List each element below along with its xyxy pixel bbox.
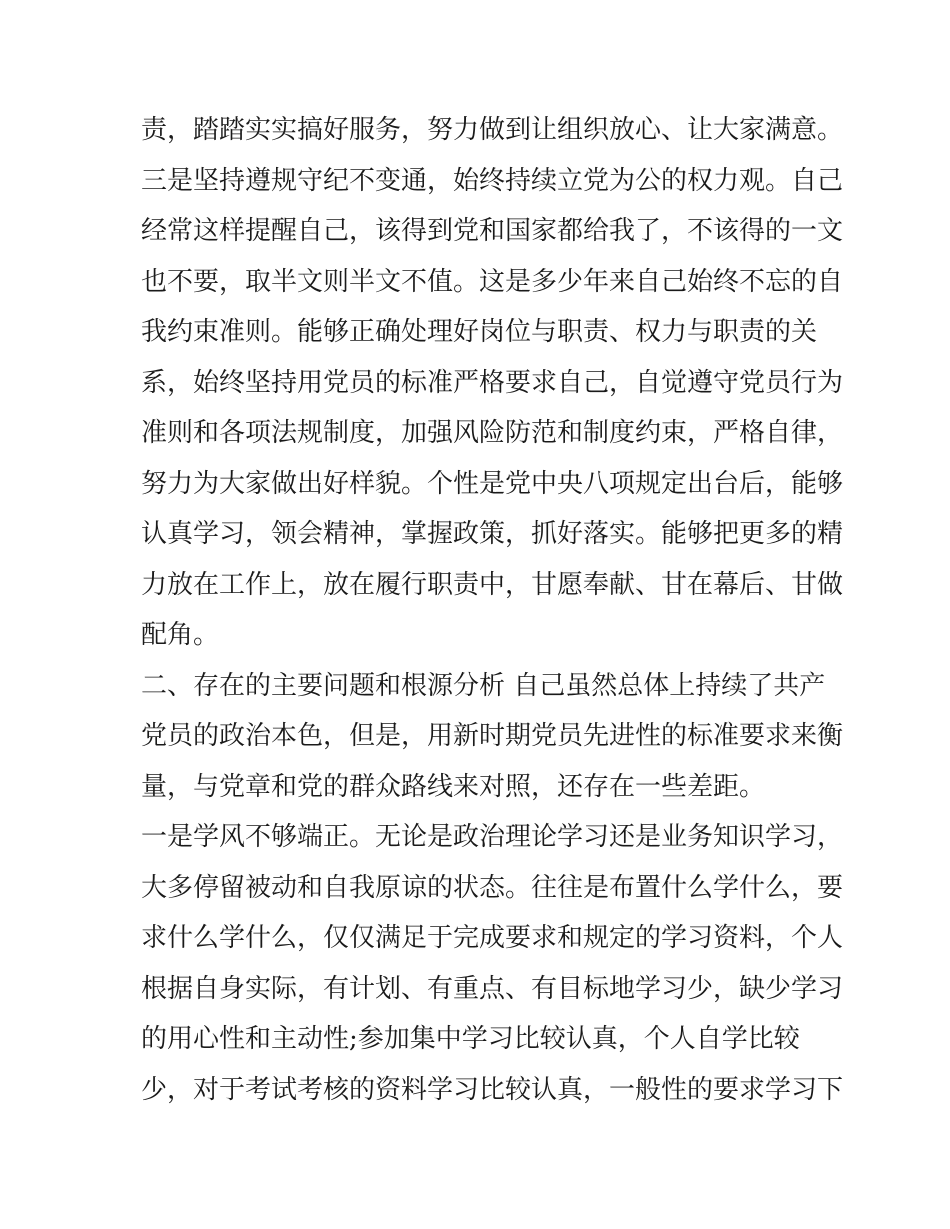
section-heading-line: 二、存在的主要问题和根源分析 自己虽然总体上持续了共产 (141, 670, 826, 701)
body-text (141, 105, 844, 1115)
text-line: 力放在工作上，放在履行职责中，甘愿奉献、甘在幕后、甘做 (141, 569, 844, 600)
text-line: 认真学习，领会精神，掌握政策，抓好落实。能够把更多的精 (141, 519, 844, 549)
text-line: 三是坚持遵规守纪不变通，始终持续立党为公的权力观。自己 (141, 165, 844, 196)
text-line: 一是学风不够端正。无论是政治理论学习还是业务知识学习， (141, 822, 844, 852)
text-line: 配角。 (141, 620, 220, 650)
text-line: 少，对于考试考核的资料学习比较认真，一般性的要求学习下 (141, 1074, 844, 1105)
text-line: 责，踏踏实实搞好服务，努力做到让组织放心、让大家满意。 (141, 115, 844, 145)
text-line: 的用心性和主动性;参加集中学习比较认真，个人自学比较 (141, 1024, 800, 1054)
text-line: 系，始终坚持用党员的标准严格要求自己，自觉遵守党员行为 (141, 367, 844, 398)
text-line: 准则和各项法规制度，加强风险防范和制度约束，严格自律， (141, 418, 844, 448)
text-line: 量，与党章和党的群众路线来对照，还存在一些差距。 (141, 771, 766, 802)
text-line: 经常这样提醒自己，该得到党和国家都给我了，不该得的一文 (141, 216, 844, 246)
text-line: 根据自身实际，有计划、有重点、有目标地学习少，缺少学习 (141, 973, 844, 1004)
text-line: 求什么学什么，仅仅满足于完成要求和规定的学习资料，个人 (141, 923, 844, 953)
text-line: 大多停留被动和自我原谅的状态。往往是布置什么学什么，要 (141, 872, 844, 903)
text-line: 我约束准则。能够正确处理好岗位与职责、权力与职责的关 (141, 317, 818, 347)
text-line: 党员的政治本色，但是，用新时期党员先进性的标准要求来衡 (141, 721, 844, 751)
text-line: 也不要，取半文则半文不值。这是多少年来自己始终不忘的自 (141, 266, 844, 297)
text-line: 努力为大家做出好样貌。个性是党中央八项规定出台后，能够 (141, 468, 844, 499)
